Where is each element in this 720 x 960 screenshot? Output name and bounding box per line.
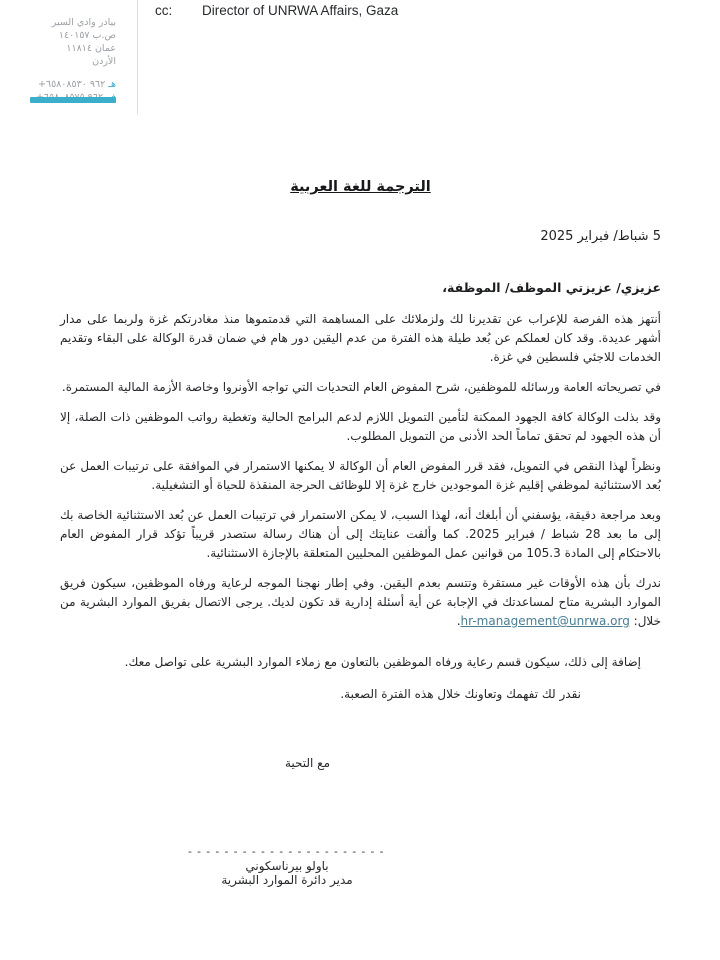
letter-title: الترجمة للغة العربية <box>290 179 431 195</box>
letter-body <box>60 0 661 887</box>
phone-number: +٩٦٢ ٦٥٨٠٨٥٣٠ <box>38 79 106 90</box>
letterhead-address-line: بيادر وادي السير <box>51 17 116 28</box>
phone-label: هـ <box>108 79 116 90</box>
followup-paragraph: إضافة إلى ذلك، سيكون قسم رعاية ورفاه الموظفين بالتعاون مع زملاء الموارد البشرية على تواصل معك. <box>124 655 641 669</box>
letterhead-address-line: ص.ب ١٤٠١٥٧ <box>58 30 116 41</box>
signature-block <box>182 846 392 887</box>
body-paragraph: ونظراً لهذا النقص في التمويل، فقد قرر المفوض العام أن الوكالة لا يمكنها الاستمرار في الموافقة على ترتيبات العمل عن بُعد الاستثنائية لموظفي إقليم غزة الموجودين خارج غزة إلا للوظائف الحرجة المنقذة للحياة أو التشغيلية. <box>60 459 661 492</box>
letterhead-address-line: الأردن <box>92 56 116 67</box>
cc-recipient: Director of UNRWA Affairs, Gaza <box>202 3 399 18</box>
body-paragraph: وبعد مراجعة دقيقة، يؤسفني أن أبلغك أنه، لهذا السبب، لا يمكن الاستمرار في ترتيبات العمل عن بُعد الاستثنائية الخاصة بك إلى ما بعد 28 شباط / فبراير 2025. كما وألفت عنايتك إلى أن هناك رسالة ستصدر قريباً تؤكد قرار المفوض العام بالاحتكام إلى المادة 105.3 من قوانين عمل الموظفين المحليين المتعلقة بالإجازة الاستثنائية. <box>60 508 661 560</box>
cc-label: cc: <box>155 3 173 18</box>
signature-rule: ---------------------- <box>186 845 388 858</box>
contact-paragraph-text: ندرك بأن هذه الأوقات غير مستقرة وتتسم بعدم اليقين. وفي إطار نهجنا الموجه لرعاية ورفاه الموظفين، سيكون فريق الموارد البشرية متاح لمساعدتك في الإجابة عن أية أسئلة إدارية قد تكون لديك. يرجى الاتصال بفريق الموارد البشرية من خلال: <box>60 576 661 628</box>
thanks-paragraph: نقدر لك تفهمك وتعاونك خلال هذه الفترة الصعبة. <box>340 687 581 701</box>
hr-email-link[interactable]: hr-management@unrwa.org <box>460 614 630 628</box>
body-paragraph: أنتهز هذه الفرصة للإعراب عن تقديرنا لك ولزملائك على المساهمة التي قدمتموها منذ مغادرتكم غزة ولربما على مدار أشهر عديدة. وقد كان لعملكم عن بُعد طيلة هذه الفترة من عدم اليقين دور هام في ضمان قدرة الوكالة على البقاء وتقديم الخدمات للاجئي فلسطين في غزة. <box>60 312 661 364</box>
letterhead-address-line: عمان ١١٨١٤ <box>66 43 116 54</box>
signature-name: باولو بيرناسكوني <box>245 859 329 873</box>
body-paragraph: في تصريحاته العامة ورسائله للموظفين، شرح المفوض العام التحديات التي تواجه الأونروا وخاصة الأزمة المالية المستمرة. <box>61 380 661 394</box>
letter-date: 5 شباط/ فبراير 2025 <box>540 229 661 244</box>
contact-paragraph-suffix: . <box>456 614 461 628</box>
salutation: عزيزي/ عزيزتي الموظف/ الموظفة، <box>442 280 661 295</box>
signature-role: مدير دائرة الموارد البشرية <box>221 873 353 887</box>
closing-salute: مع التحية <box>284 756 330 770</box>
body-paragraph: وقد بذلت الوكالة كافة الجهود الممكنة لتأمين التمويل اللازم لدعم البرامج الحالية وتغطية رواتب الموظفين ذات الصلة، إلا أن هذه الجهود لم تحقق تماماً الحد الأدنى من التمويل المطلوب. <box>60 410 661 443</box>
contact-paragraph <box>60 574 661 631</box>
